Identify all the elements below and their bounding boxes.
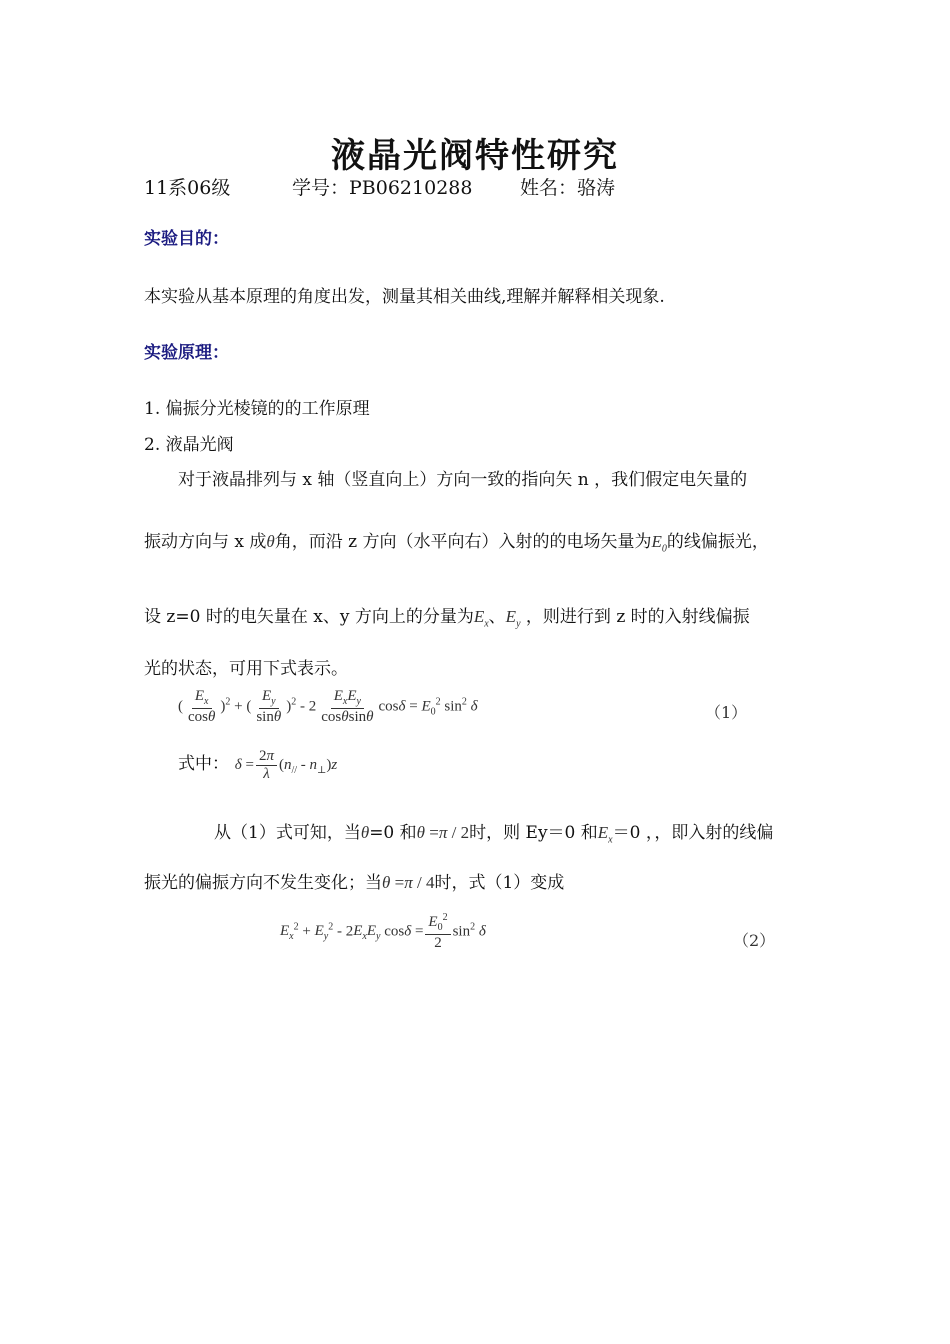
page-title: 液晶光阀特性研究 xyxy=(331,136,619,176)
list-item-2: 2. 液晶光阀 xyxy=(144,435,234,455)
class-label: 11系06级 xyxy=(144,177,231,199)
equation-2-number: （2） xyxy=(733,931,776,950)
list-item-1: 1. 偏振分光棱镜的的工作原理 xyxy=(144,399,370,419)
student-name-label: 姓名：骆涛 xyxy=(520,177,616,199)
e0-symbol: $E_0$ xyxy=(651,532,667,555)
paragraph-1: 对于液晶排列与 x 轴（竖直向上）方向一致的指向矢 n ，我们假定电矢量的 xyxy=(178,470,748,490)
principle-heading: 实验原理： xyxy=(144,343,229,363)
purpose-heading: 实验目的： xyxy=(144,229,229,249)
paragraph-2: 振动方向与 x 成θ角，而沿 z 方向（水平向右）入射的的电场矢量为$E_0$的线偏振光， xyxy=(144,532,769,555)
equation-2: $E_x^2 + E_y^2 - 2E_xE_y$ cosδ = $\frac{E_0^2}{2}$ $\sin^2 \delta$ xyxy=(280,912,486,951)
paragraph-3: 设 z=0 时的电矢量在 x、y 方向上的分量为$E_x$、$E_y$ ，则进行到 z 时的入射线偏振 xyxy=(144,607,750,630)
formula-definition: 式中： δ = $\frac{2\pi}{\lambda}$ $(n_{//} - n_\perp)z$ xyxy=(178,748,338,783)
equation-1: ( $\frac{E_x}{\cos\theta}$ )$^2$ + ( $\frac{E_y}{\sin\theta}$ )$^2$ - 2 $\frac{E_xE_y}{\cos\theta\sin\theta}$ $\cos\delta = E_0^2$ $\sin^2 \delta$ xyxy=(178,688,478,725)
student-id-label: 学号：PB06210288 xyxy=(292,177,473,199)
paragraph-5: 从（1）式可知，当θ=0 和θ =π / 2时，则 Ey＝0 和$E_x=0$ ，，即入射的线偏 xyxy=(214,823,774,846)
theta-symbol: θ xyxy=(266,532,275,551)
purpose-text: 本实验从基本原理的角度出发，测量其相关曲线,理解并解释相关现象. xyxy=(144,287,665,307)
paragraph-4: 光的状态，可用下式表示。 xyxy=(144,659,348,679)
paragraph-6: 振光的偏振方向不发生变化；当θ =π / 4时，式（1）变成 xyxy=(144,873,565,893)
equation-1-number: （1） xyxy=(705,703,748,722)
